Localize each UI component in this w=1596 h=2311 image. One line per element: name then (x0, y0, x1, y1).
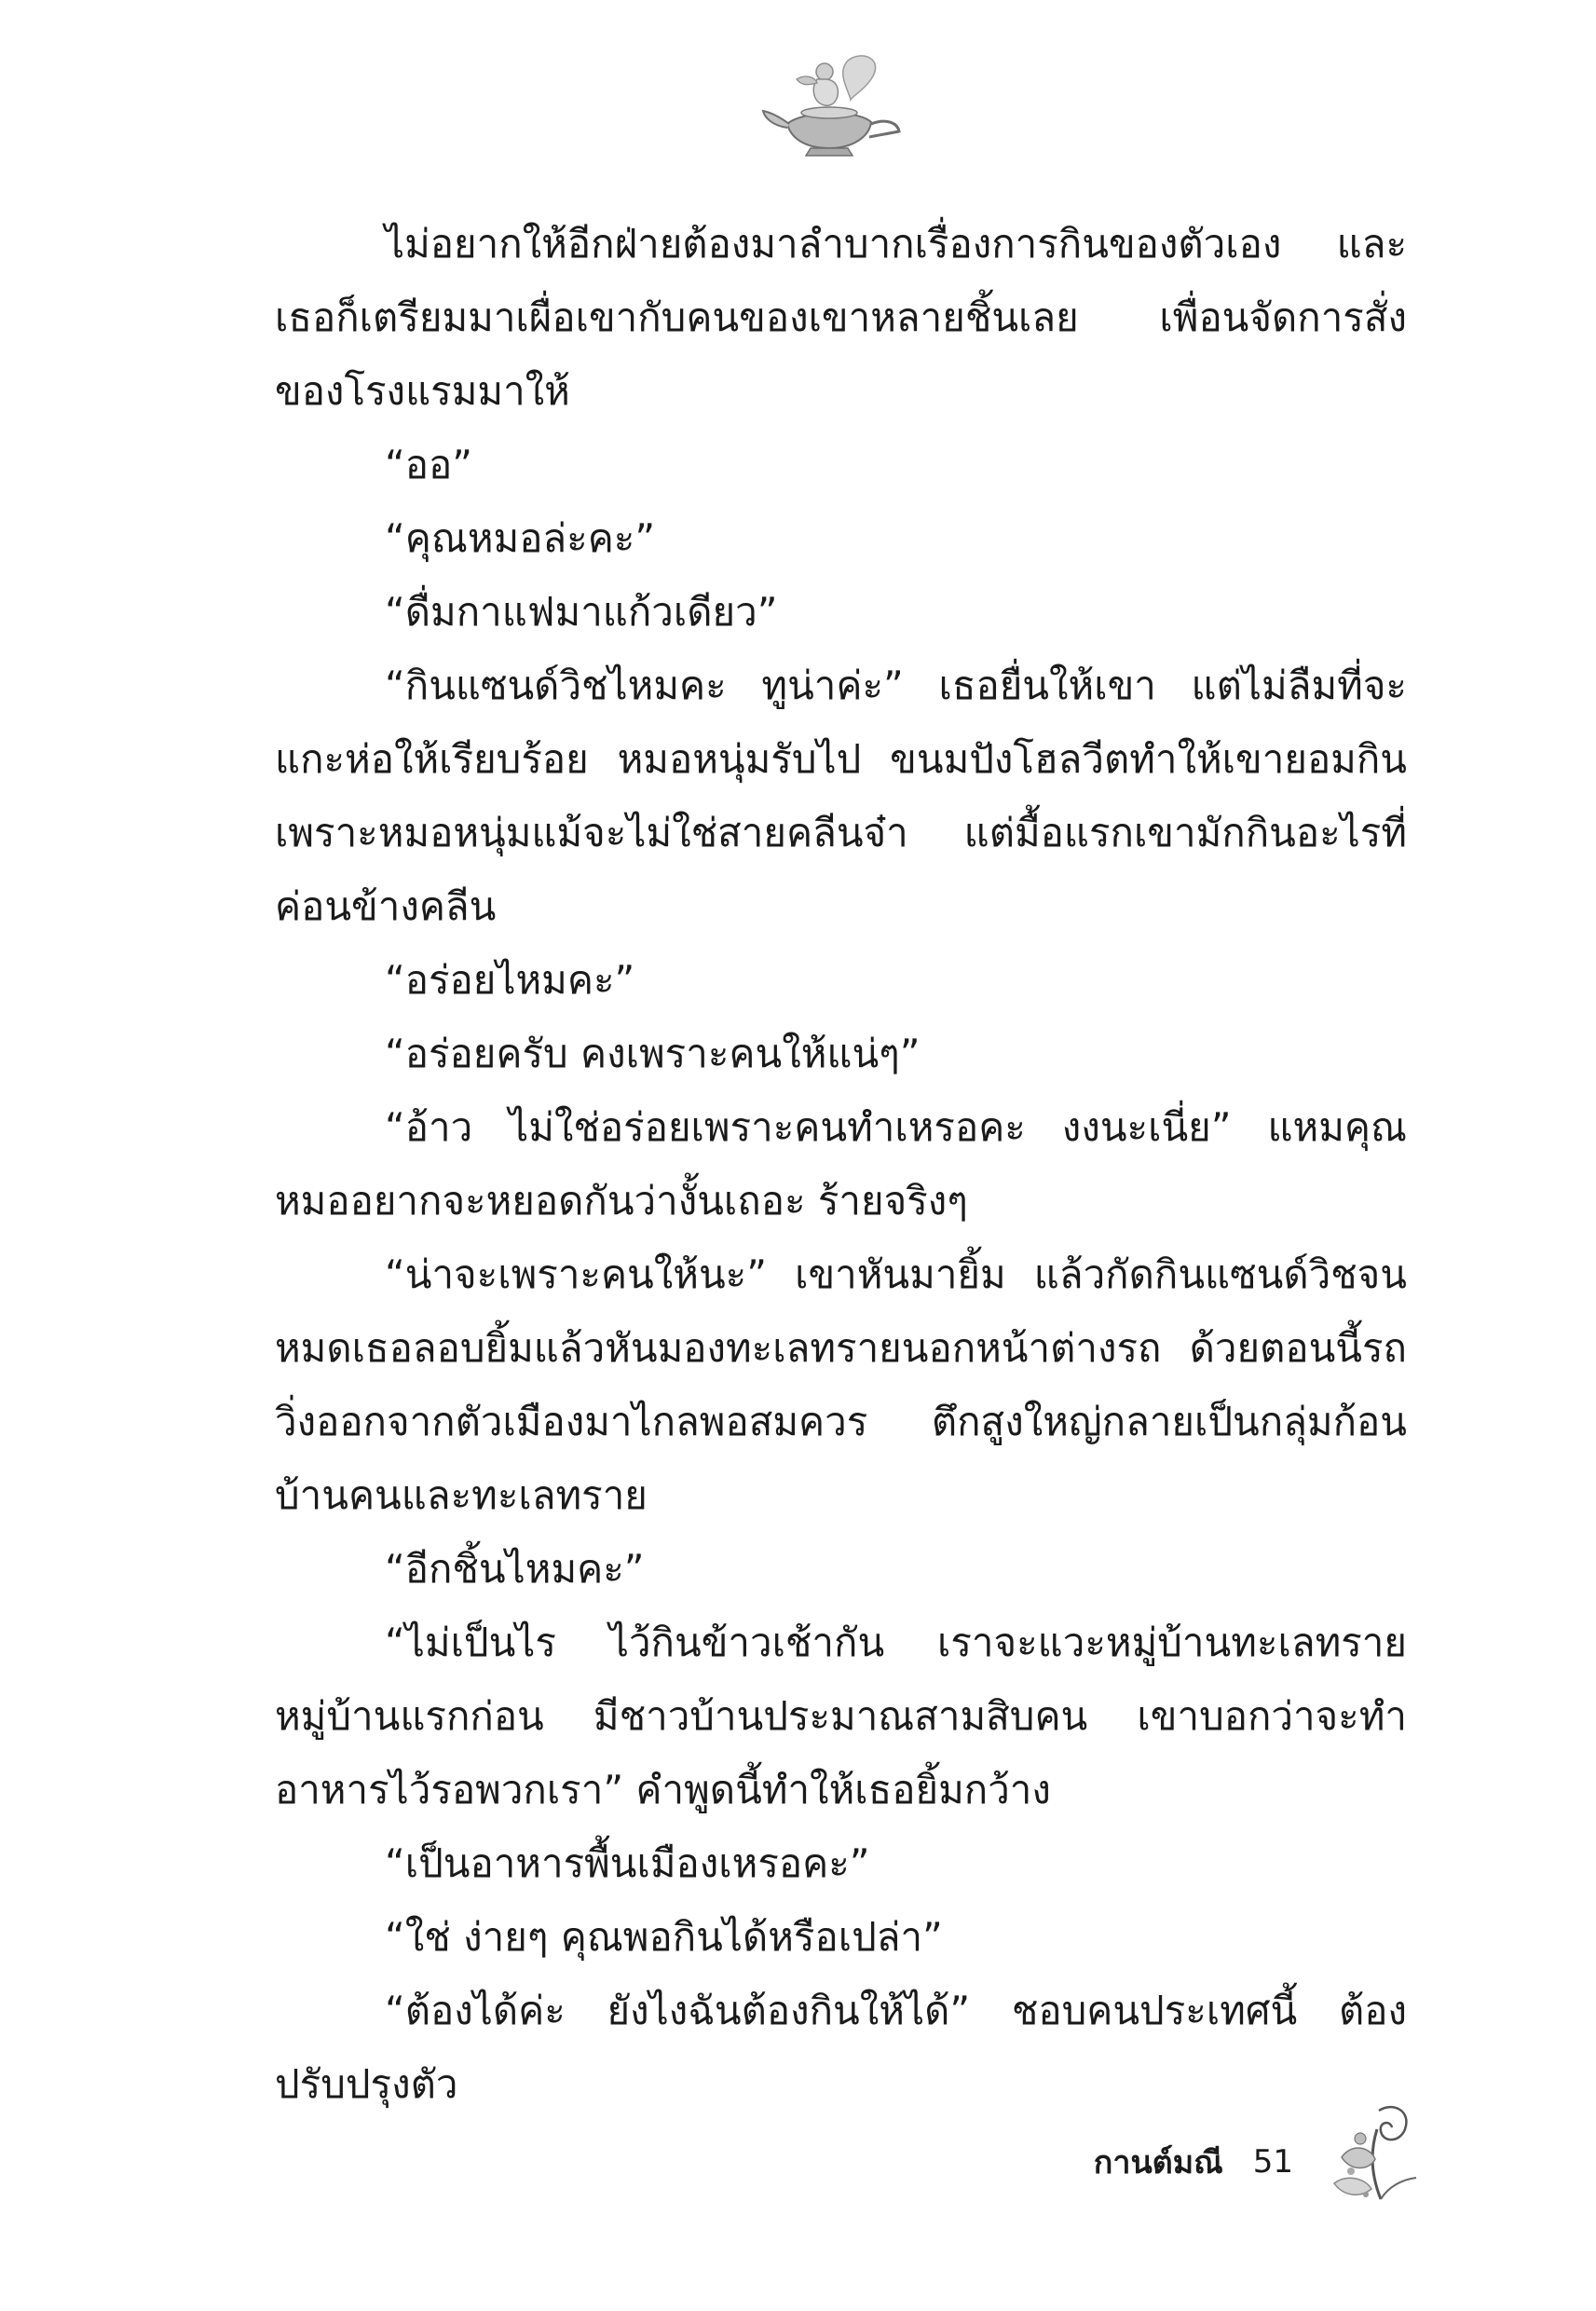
paragraph: “อีกชิ้นไหมคะ” (385, 1546, 645, 1592)
paragraph: “น่าจะเพราะคนให้นะ” เขาหันมายิ้ม แล้วกัดกินแซนด์วิชจนหมดเธอลอบยิ้มแล้วหันมองทะเลทรายนอกหน้าต่างรถ ด้วยตอนนี้รถวิ่งออกจากตัวเมืองมาไกลพอสมควร ตึกสูงใหญ่กลายเป็นกลุ่มก้อนบ้านคนและทะเลทราย (275, 1251, 1407, 1518)
paragraph: “ดื่มกาแฟมาแก้วเดียว” (385, 589, 778, 635)
page-number: 51 (1252, 2143, 1293, 2181)
book-title: กานต์มณี (1093, 2144, 1223, 2181)
body-text (275, 207, 1407, 2121)
paragraph: “ไม่เป็นไร ไว้กินข้าวเช้ากัน เราจะแวะหมู่บ้านทะเลทรายหมู่บ้านแรกก่อน มีชาวบ้านประมาณสามสิบคน เขาบอกว่าจะทำอาหารไว้รอพวกเรา” คำพูดนี้ทำให้เธอยิ้มกว้าง (275, 1620, 1407, 1812)
flourish-icon (1323, 2101, 1425, 2208)
paragraph: “เป็นอาหารพื้นเมืองเหรอคะ” (385, 1840, 870, 1886)
paragraph: ไม่อยากให้อีกฝ่ายต้องมาลำบากเรื่องการกินของตัวเอง และเธอก็เตรียมมาเผื่อเขากับคนของเขาหลายชิ้นเลย เพื่อนจัดการสั่งของโรงแรมมาให้ (275, 221, 1407, 414)
page-footer (1094, 2134, 1293, 2190)
paragraph: “ใช่ ง่ายๆ คุณพอกินได้หรือเปล่า” (385, 1914, 943, 1960)
cherub-teapot-icon (759, 51, 908, 163)
paragraph: “ออ” (385, 442, 472, 487)
paragraph: “อร่อยไหมคะ” (385, 957, 635, 1003)
paragraph: “กินแซนด์วิชไหมคะ ทูน่าค่ะ” เธอยื่นให้เขา แต่ไม่ลืมที่จะแกะห่อให้เรียบร้อย หมอหนุ่มรับไป ขนมปังโฮลวีตทำให้เขายอมกิน เพราะหมอหนุ่มแม้จะไม่ใช่สายคลีนจ๋า แต่มื้อแรกเขามักกินอะไรที่ค่อนข้างคลีน (275, 663, 1407, 929)
paragraph: “ต้องได้ค่ะ ยังไงฉันต้องกินให้ได้” ชอบคนประเทศนี้ ต้องปรับปรุงตัว (275, 1988, 1407, 2107)
paragraph: “คุณหมอล่ะคะ” (385, 515, 656, 561)
paragraph: “อร่อยครับ คงเพราะคนให้แน่ๆ” (385, 1031, 921, 1076)
paragraph: “อ้าว ไม่ใช่อร่อยเพราะคนทำเหรอคะ งงนะเนี่ย” แหมคุณหมออยากจะหยอดกันว่างั้นเถอะ ร้ายจริงๆ (275, 1104, 1407, 1224)
